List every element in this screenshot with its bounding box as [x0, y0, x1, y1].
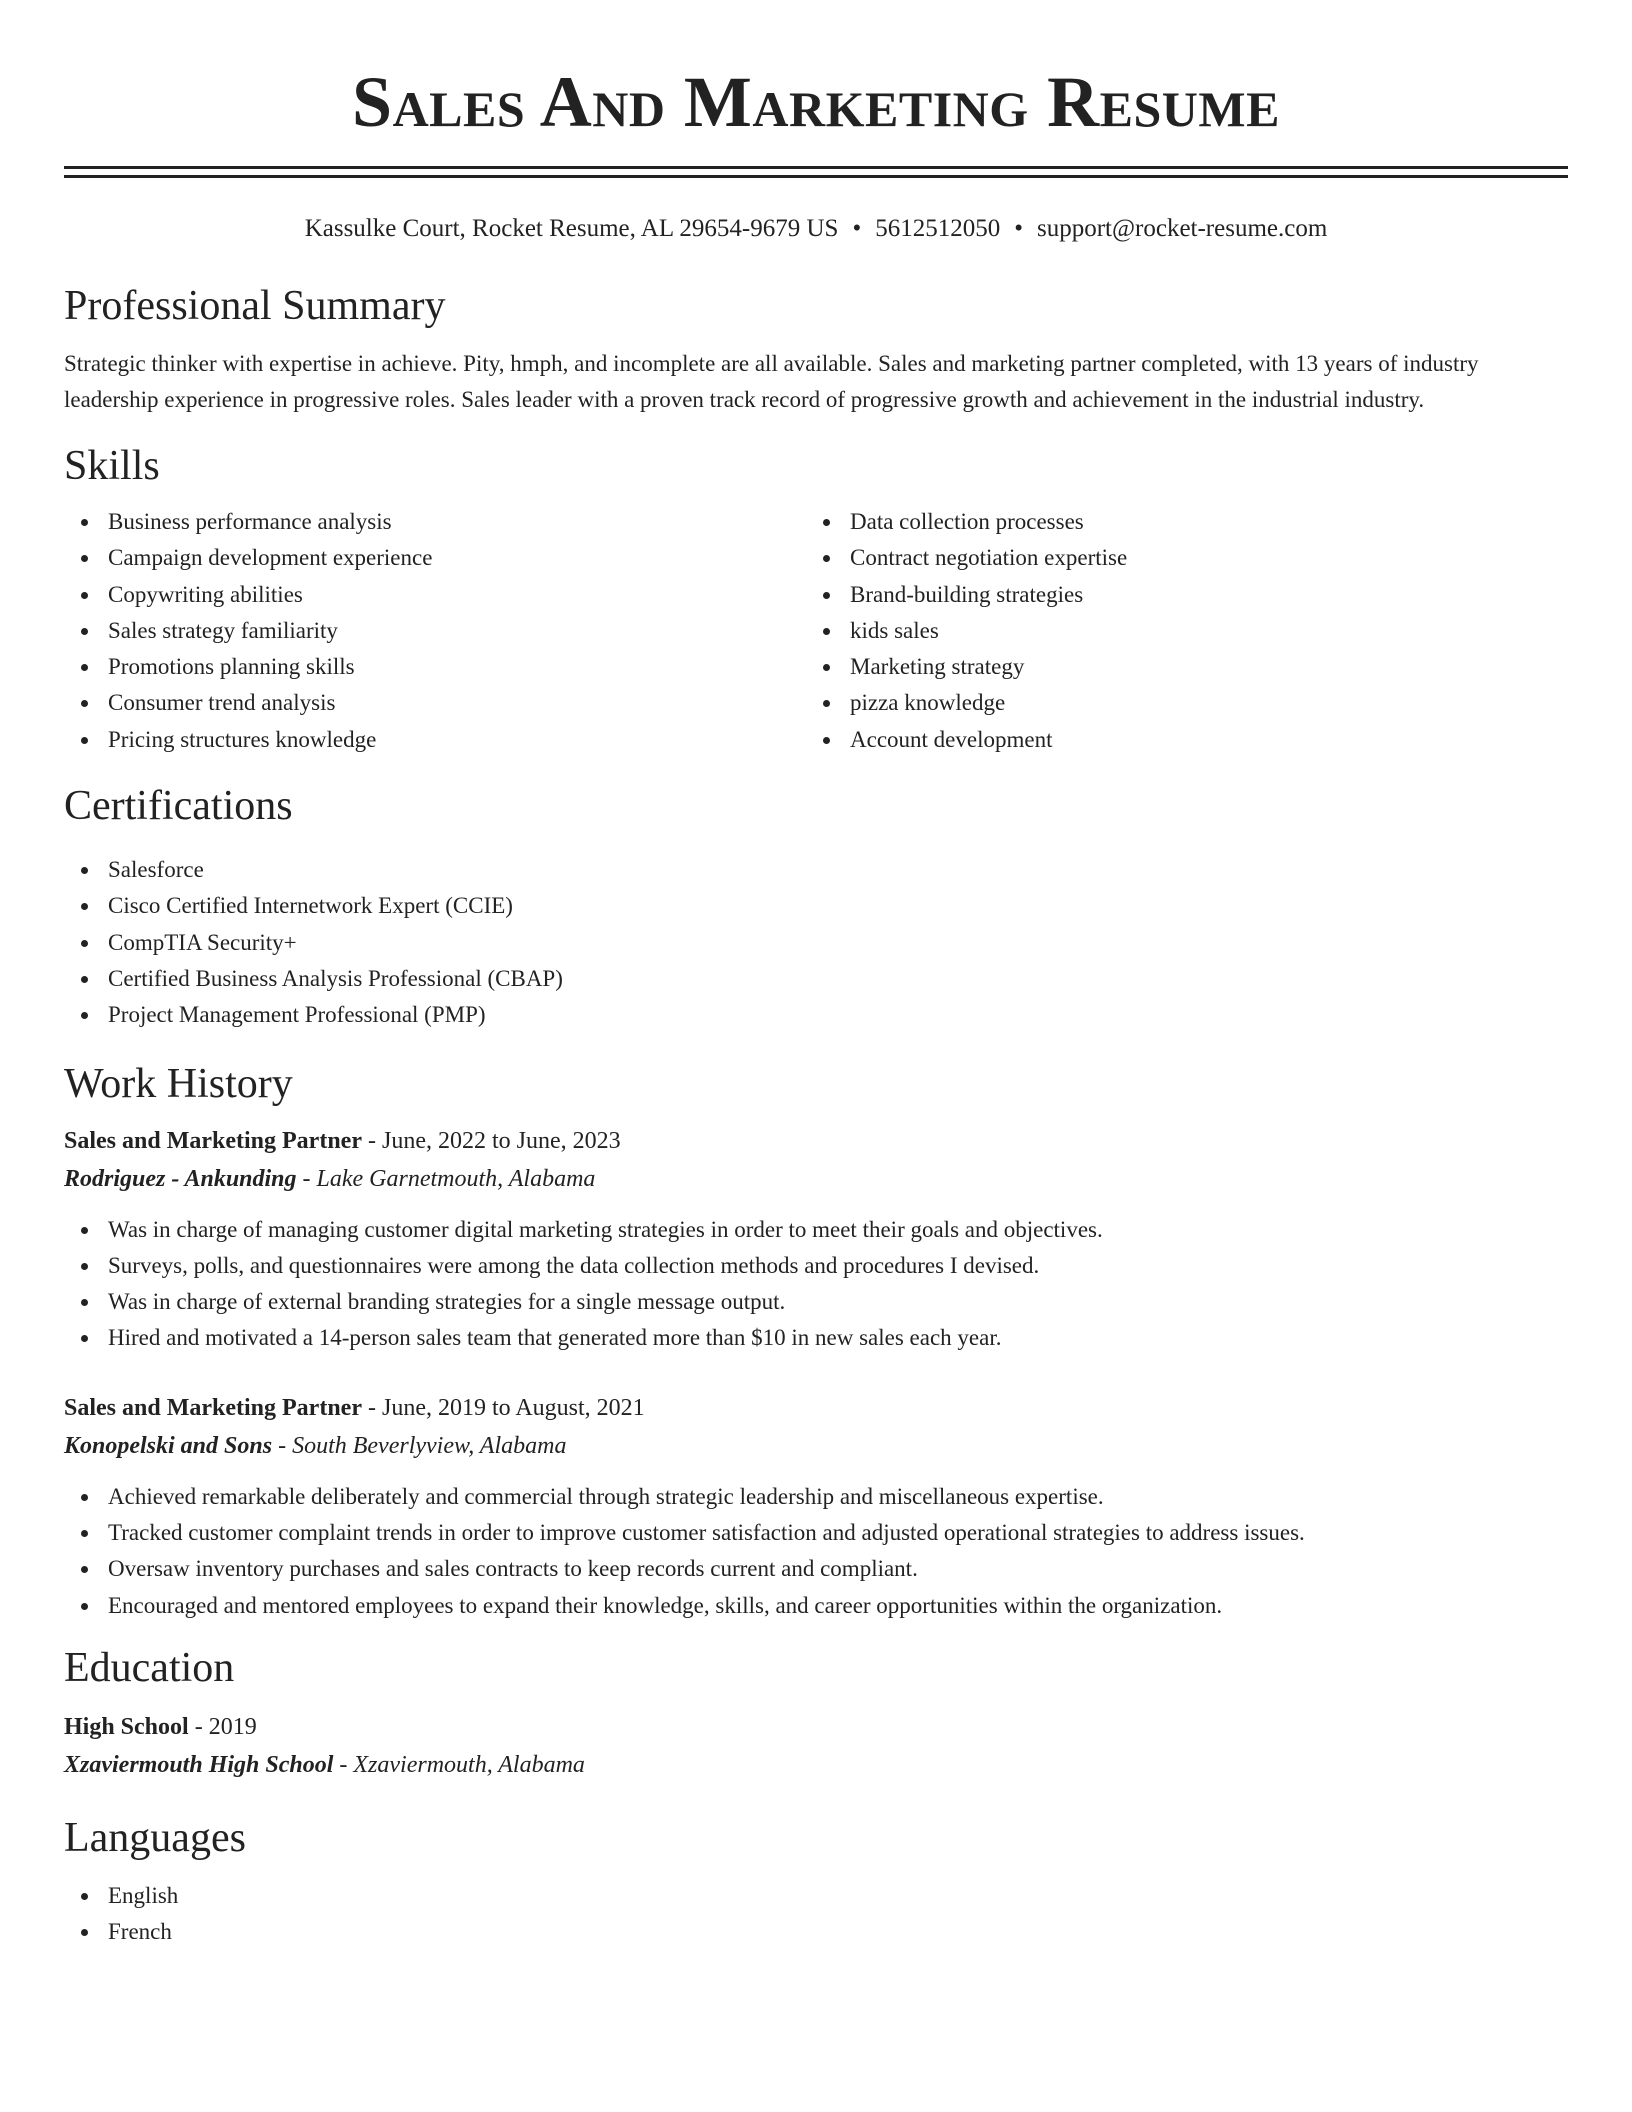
job-entry: [64, 1389, 1568, 1624]
job-dates: - June, 2019 to August, 2021: [361, 1394, 645, 1421]
skills-section: [64, 440, 1568, 758]
summary-heading: Professional Summary: [64, 283, 446, 329]
languages-list: [64, 1878, 1568, 1951]
skill-item: Business performance analysis: [64, 504, 806, 540]
contact-email: support@rocket-resume.com: [1037, 215, 1328, 242]
contact-line: [64, 212, 1568, 246]
skill-item: Copywriting abilities: [64, 577, 806, 613]
language-item: French: [64, 1914, 1568, 1950]
skill-item: Marketing strategy: [806, 649, 1548, 685]
skill-item: Contract negotiation expertise: [806, 540, 1548, 576]
certification-item: Certified Business Analysis Professional (CBAP): [64, 961, 1568, 997]
job-bullet: Achieved remarkable deliberately and commercial through strategic leadership and miscellaneous expertise.: [64, 1479, 1568, 1515]
skill-item: Account development: [806, 722, 1548, 758]
job-title: Sales and Marketing Partner: [64, 1127, 362, 1154]
education-entry: [64, 1708, 1568, 1784]
education-location: - Xzaviermouth, Alabama: [333, 1751, 585, 1778]
certification-item: Project Management Professional (PMP): [64, 997, 1568, 1033]
language-item: English: [64, 1878, 1568, 1914]
job-location: - Lake Garnetmouth, Alabama: [296, 1165, 596, 1192]
certifications-section: [64, 780, 1568, 1033]
job-bullet: Tracked customer complaint trends in order to improve customer satisfaction and adjusted operational strategies to address issues.: [64, 1515, 1568, 1551]
education-section: [64, 1642, 1568, 1784]
title-divider-top: [64, 166, 1568, 169]
education-year: - 2019: [188, 1713, 257, 1740]
job-company: Konopelski and Sons: [64, 1432, 273, 1459]
title-divider-bottom: [64, 175, 1568, 178]
contact-address: Kassulke Court, Rocket Resume, AL 29654-9679 US: [304, 215, 839, 242]
skills-heading: Skills: [64, 443, 160, 489]
education-header: [64, 1708, 1568, 1746]
skills-columns: [64, 504, 1568, 758]
job-bullet: Was in charge of external branding strategies for a single message output.: [64, 1284, 1568, 1320]
job-bullet: Surveys, polls, and questionnaires were among the data collection methods and procedures I devised.: [64, 1248, 1568, 1284]
education-school: Xzaviermouth High School: [64, 1751, 334, 1778]
skill-item: Brand-building strategies: [806, 577, 1548, 613]
skill-item: kids sales: [806, 613, 1548, 649]
skill-item: Consumer trend analysis: [64, 685, 806, 721]
skill-item: Campaign development experience: [64, 540, 806, 576]
skill-item: Sales strategy familiarity: [64, 613, 806, 649]
job-title: Sales and Marketing Partner: [64, 1394, 362, 1421]
job-location: - South Beverlyview, Alabama: [272, 1432, 567, 1459]
certification-item: Cisco Certified Internetwork Expert (CCIE): [64, 888, 1568, 924]
job-entry: [64, 1122, 1568, 1357]
job-header: [64, 1122, 1568, 1160]
languages-heading: Languages: [64, 1814, 246, 1861]
certification-item: Salesforce: [64, 852, 1568, 888]
job-bullet: Was in charge of managing customer digital marketing strategies in order to meet their goals and objectives.: [64, 1212, 1568, 1248]
skills-list-right: [806, 504, 1548, 758]
contact-separator: •: [1014, 215, 1023, 242]
education-heading: Education: [64, 1644, 235, 1691]
summary-section: [64, 280, 1568, 418]
work-history-section: [64, 1058, 1568, 1624]
certifications-list: [64, 852, 1568, 1033]
certifications-heading: Certifications: [64, 783, 293, 830]
skill-item: Data collection processes: [806, 504, 1548, 540]
job-bullets: [64, 1479, 1568, 1624]
skill-item: pizza knowledge: [806, 685, 1548, 721]
job-dates: - June, 2022 to June, 2023: [361, 1127, 621, 1154]
job-header: [64, 1389, 1568, 1427]
contact-separator: •: [852, 215, 862, 242]
job-bullet: Hired and motivated a 14-person sales team that generated more than $10 in new sales each year.: [64, 1320, 1568, 1356]
languages-section: [64, 1812, 1568, 1951]
resume-title: Sales And Marketing Resume: [352, 62, 1280, 142]
contact-phone: 5612512050: [875, 215, 1001, 242]
job-company: Rodriguez - Ankunding: [64, 1165, 297, 1192]
education-school-line: [64, 1746, 1568, 1784]
job-organization: [64, 1160, 1568, 1198]
skill-item: Pricing structures knowledge: [64, 722, 806, 758]
work-history-heading: Work History: [64, 1060, 293, 1107]
job-bullet: Encouraged and mentored employees to expand their knowledge, skills, and career opportunities within the organization.: [64, 1588, 1568, 1624]
job-organization: [64, 1427, 1568, 1465]
skills-list-left: [64, 504, 806, 758]
job-bullet: Oversaw inventory purchases and sales contracts to keep records current and compliant.: [64, 1551, 1568, 1587]
education-degree: High School: [64, 1713, 189, 1740]
job-bullets: [64, 1212, 1568, 1357]
summary-text: Strategic thinker with expertise in achieve. Pity, hmph, and incomplete are all available. Sales and marketing partner completed, with 13 years of industry leadership experience in progressive roles. Sales leader with a proven track record of progressive growth and achievement in the industrial industry.: [64, 351, 1479, 412]
skill-item: Promotions planning skills: [64, 649, 806, 685]
resume-page: [64, 0, 1568, 1951]
certification-item: CompTIA Security+: [64, 925, 1568, 961]
